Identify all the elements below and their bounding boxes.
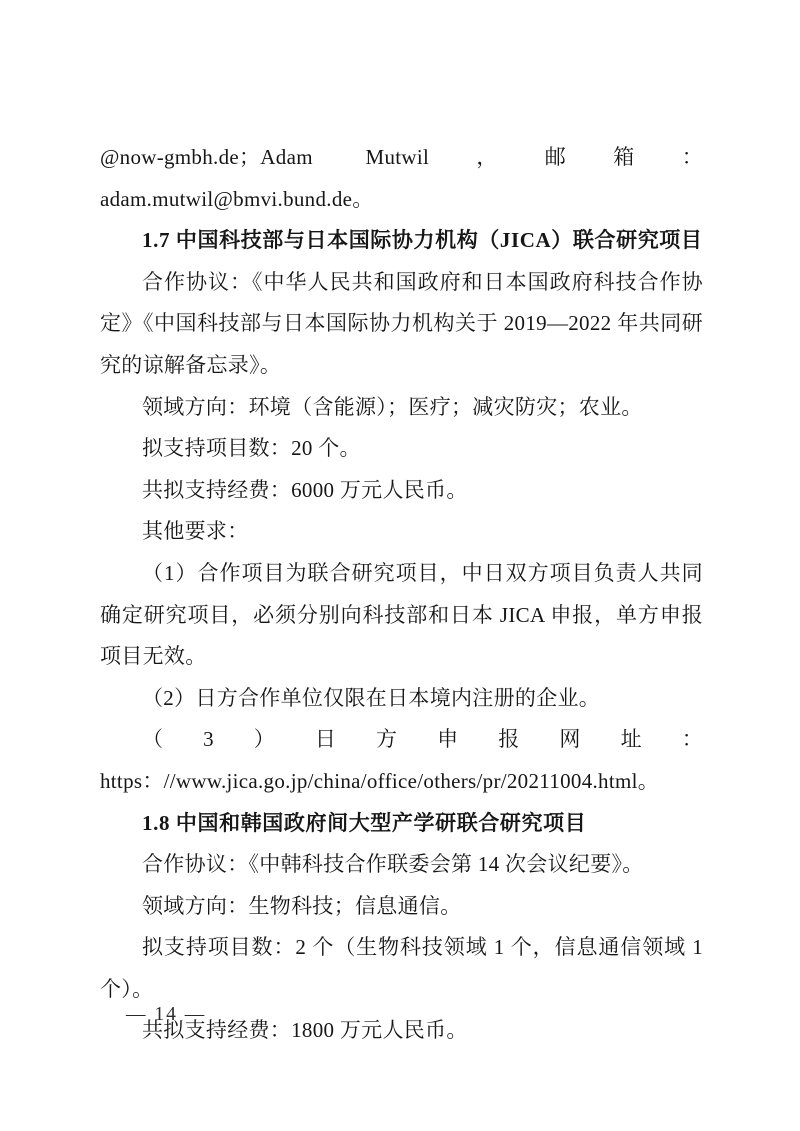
paragraph-requirement-3-url: （3）日方申报网址：https：//www.jica.go.jp/china/office/others/pr/20211004.html。 [100,727,703,793]
paragraph-project-count-korea: 拟支持项目数：2 个（生物科技领域 1 个，信息通信领域 1 个）。 [100,935,703,1001]
section-heading-1-7: 1.7 中国科技部与日本国际协力机构（JICA）联合研究项目 [142,228,703,253]
paragraph-field-directions-korea: 领域方向：生物科技；信息通信。 [142,893,462,918]
page-number: — 14 — [126,1004,207,1025]
paragraph-project-count-jica: 拟支持项目数：20 个。 [142,436,361,461]
paragraph-requirement-1: （1）合作项目为联合研究项目，中日双方项目负责人共同确定研究项目，必须分别向科技部和日本 JICA 申报，单方申报项目无效。 [100,560,703,669]
paragraph-other-requirements-label: 其他要求： [142,519,249,544]
paragraph-cooperation-agreement-jica: 合作协议：《中华人民共和国政府和日本国政府科技合作协定》《中国科技部与日本国际协力机构关于 2019—2022 年共同研究的谅解备忘录》。 [100,269,703,377]
paragraph-funding-jica: 共拟支持经费：6000 万元人民币。 [142,477,468,502]
paragraph-funding-korea: 共拟支持经费：1800 万元人民币。 [142,1018,468,1043]
document-content [100,137,703,1052]
paragraph-cooperation-agreement-korea: 合作协议：《中韩科技合作联委会第 14 次会议纪要》。 [142,852,644,877]
page-footer [126,1004,206,1026]
section-heading-1-8: 1.8 中国和韩国政府间大型产学研联合研究项目 [142,810,587,835]
paragraph-requirement-2: （2）日方合作单位仅限在日本境内注册的企业。 [142,685,601,710]
paragraph-email-continuation: @now-gmbh.de；Adam Mutwil，邮箱：adam.mutwil@bmvi.bund.de。 [100,145,703,211]
paragraph-field-directions-jica: 领域方向：环境（含能源）；医疗；减灾防灾；农业。 [142,394,643,419]
